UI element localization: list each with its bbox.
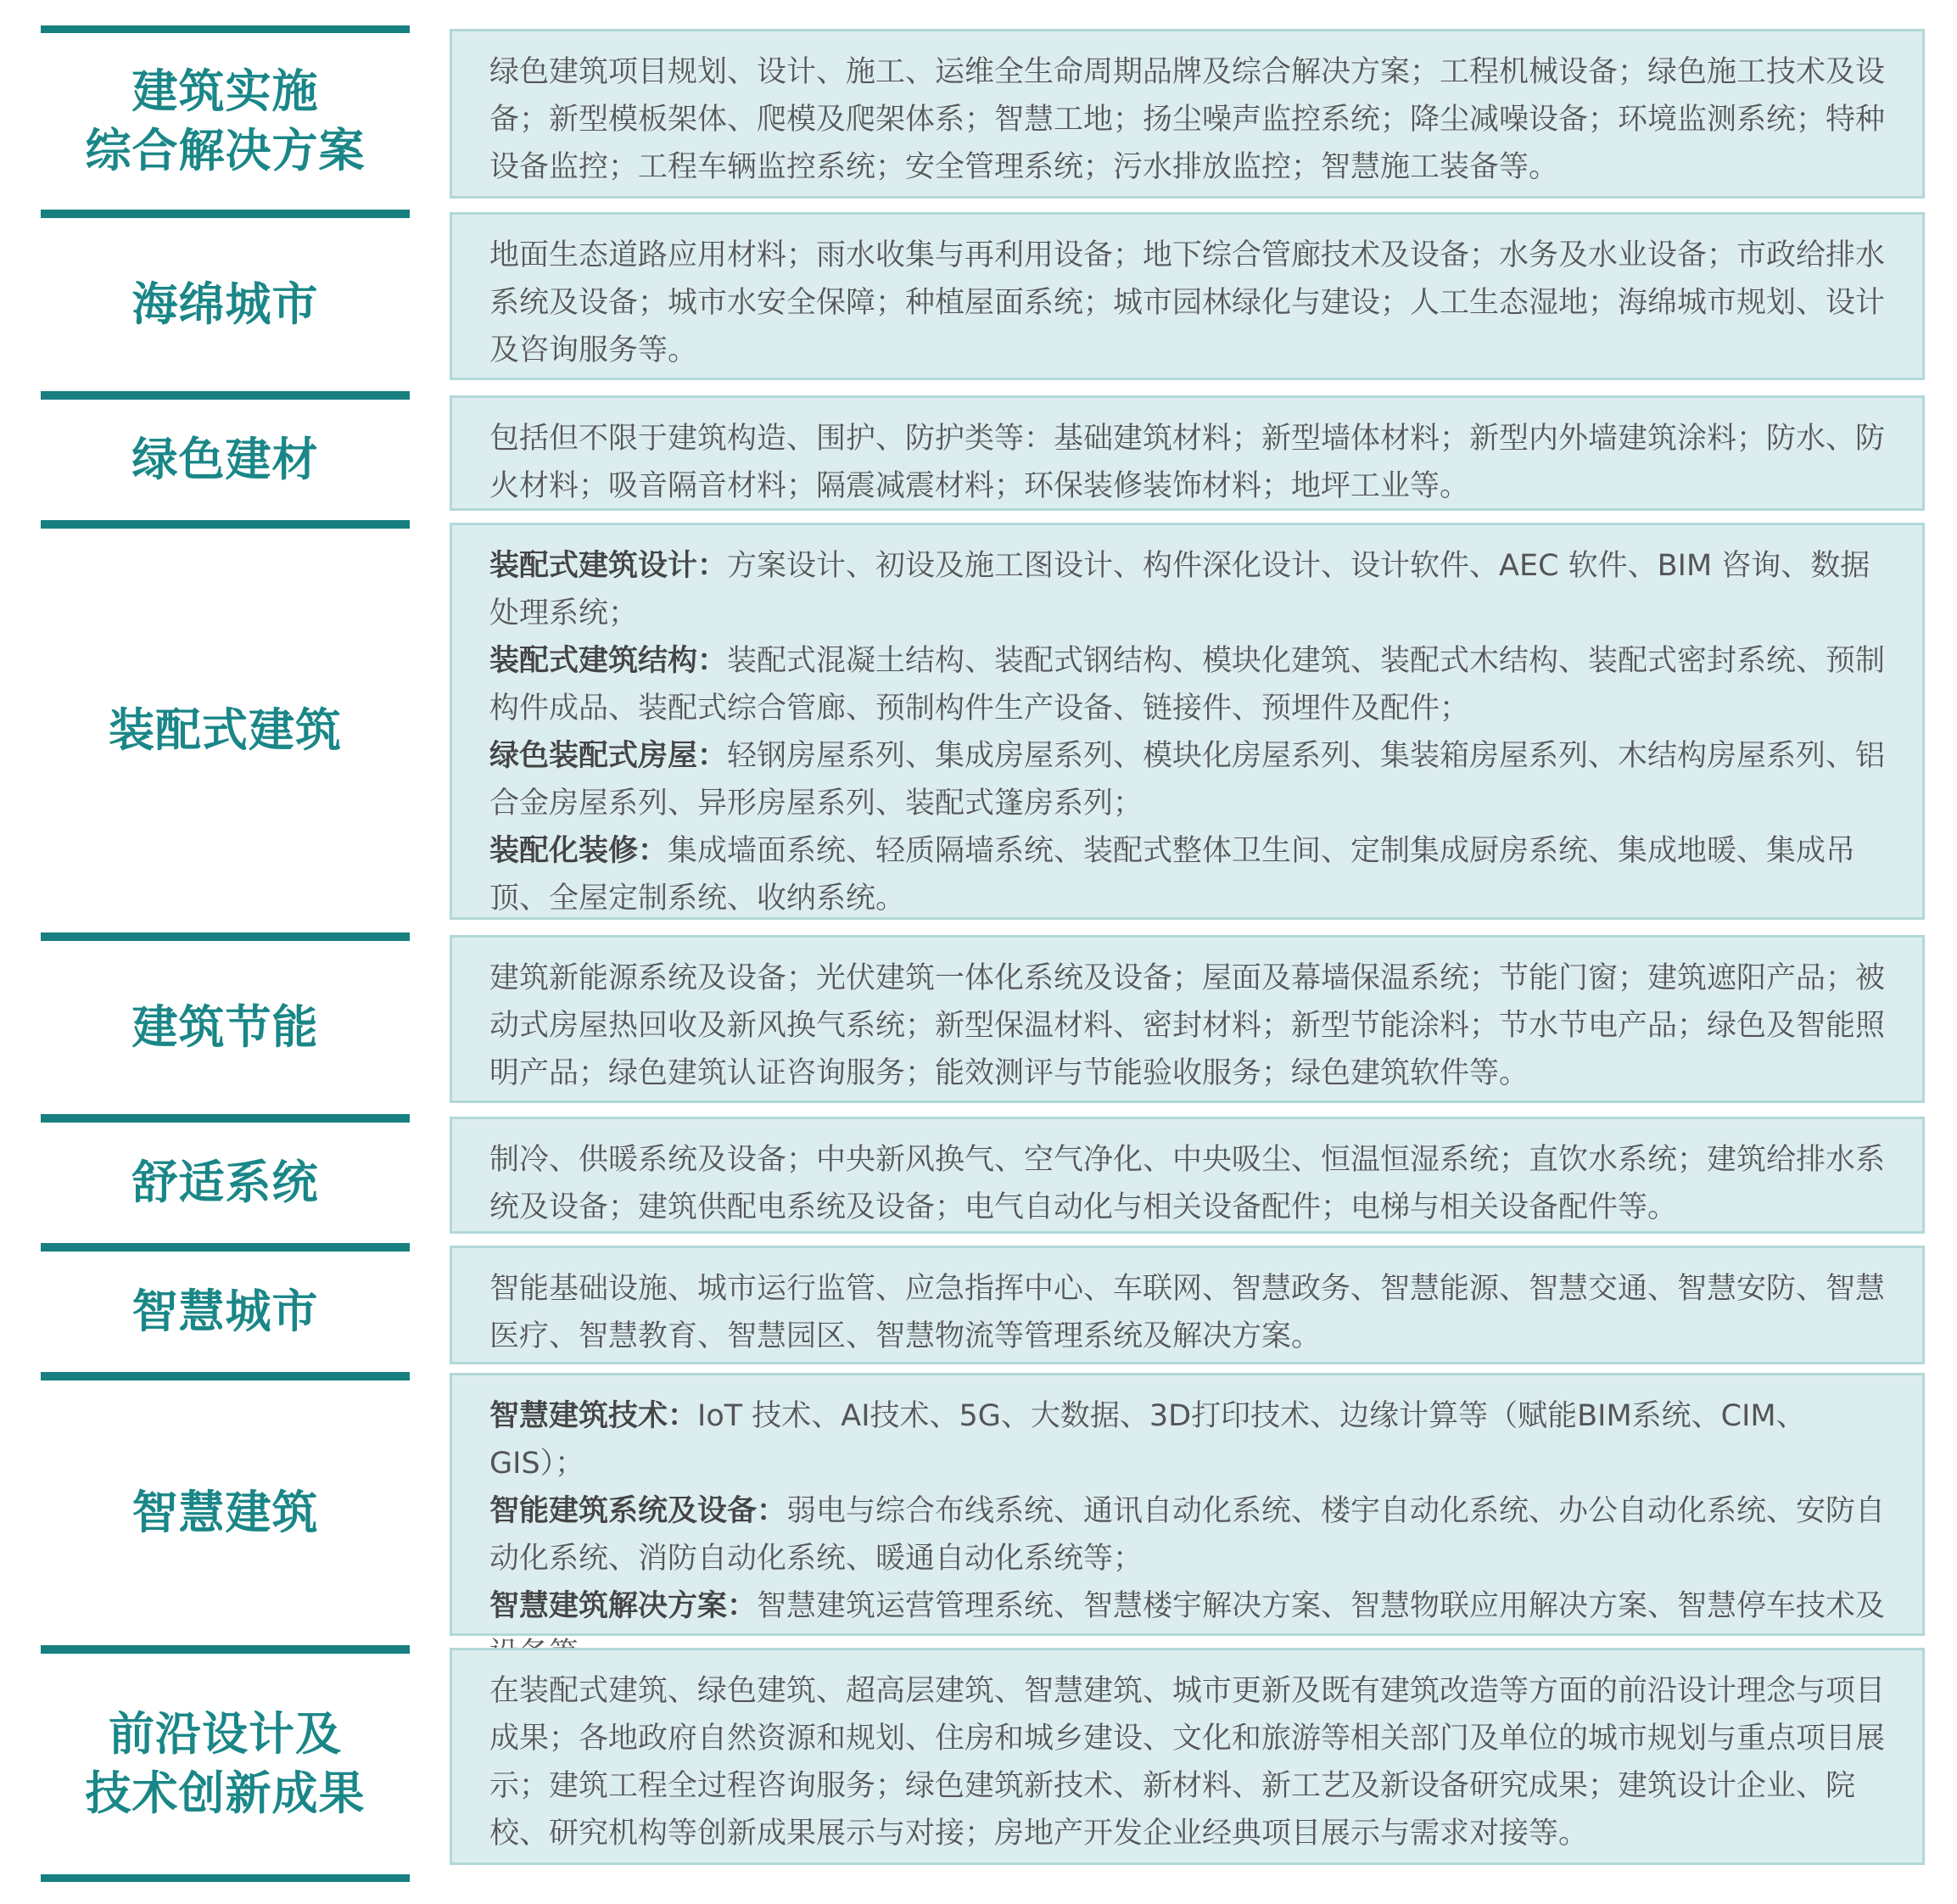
description-paragraph [489,1392,1888,1487]
paragraph-text: 包括但不限于建筑构造、围护、防护类等：基础建筑材料；新型墙体材料；新型内外墙建筑涂料；防水、防火材料；吸音隔音材料；隔震减震材料；环保装修装饰材料；地坪工业等。 [489,422,1886,503]
category-title-cell [41,521,410,940]
category-description [450,29,1925,199]
paragraph-text: 在装配式建筑、绿色建筑、超高层建筑、智慧建筑、城市更新及既有建筑改造等方面的前沿设计理念与项目成果；各地政府自然资源和规划、住房和城乡建设、文化和旅游等相关部门及单位的城市规划与重点项目展示；建筑工程全过程咨询服务；绿色建筑新技术、新材料、新工艺及新设备研究成果；建筑设计企业、院校、研究机构等创新成果展示与对接；房地产开发企业经典项目展示与需求对接等。 [489,1674,1886,1851]
category-row [0,1244,1957,1380]
paragraph-label: 装配式建筑结构： [489,644,728,678]
paragraph-text: 装配式混凝土结构、装配式钢结构、模块化建筑、装配式木结构、装配式密封系统、预制构件成品、装配式综合管廊、预制构件生产设备、链接件、预埋件及配件； [489,644,1886,725]
category-title-cell [41,25,410,217]
category-row [0,1115,1957,1251]
category-title: 装配式建筑 [109,703,342,757]
category-description [450,523,1925,920]
category-row [0,1373,1957,1653]
paragraph-text: 方案设计、初设及施工图设计、构件深化设计、设计软件、AEC 软件、BIM 咨询、数据处理系统； [489,549,1870,630]
paragraph-text: 建筑新能源系统及设备；光伏建筑一体化系统及设备；屋面及幕墙保温系统；节能门窗；建筑遮阳产品；被动式房屋热回收及新风换气系统；新型保温材料、密封材料；新型节能涂料；节水节电产品；绿色及智能照明产品；绿色建筑认证咨询服务；能效测评与节能验收服务；绿色建筑软件等。 [489,961,1886,1090]
category-description [450,1246,1925,1364]
category-row [0,933,1957,1122]
paragraph-text: 制冷、供暖系统及设备；中央新风换气、空气净化、中央吸尘、恒温恒湿系统；直饮水系统；建筑给排水系统及设备；建筑供配电系统及设备；电气自动化与相关设备配件；电梯与相关设备配件等。 [489,1143,1886,1224]
category-description [450,1117,1925,1234]
category-row [0,392,1957,528]
category-title: 舒适系统 [131,1156,319,1209]
paragraph-text: 集成墙面系统、轻质隔墙系统、装配式整体卫生间、定制集成厨房系统、集成地暖、集成吊顶、全屋定制系统、收纳系统。 [489,834,1856,916]
paragraph-text: 智慧建筑运营管理系统、智慧楼宇解决方案、智慧物联应用解决方案、智慧停车技术及 [757,1589,1886,1623]
description-paragraph [489,1487,1888,1582]
category-title: 海绵城市 [131,277,319,331]
category-description [450,935,1925,1103]
description-paragraph [489,1265,1888,1360]
category-title-cell [41,933,410,1122]
description-paragraph [489,415,1888,510]
description-paragraph [489,637,1888,732]
paragraph-text: 智能基础设施、城市运行监管、应急指挥中心、车联网、智慧政务、智慧能源、智慧交通、智慧安防、智慧医疗、智慧教育、智慧园区、智慧物流等管理系统及解决方案。 [489,1272,1886,1353]
category-description [450,1648,1925,1865]
category-description [450,395,1925,511]
paragraph-label: 智能建筑系统及设备： [489,1494,787,1528]
description-paragraph [489,955,1888,1097]
category-description [450,1373,1925,1636]
category-row [0,1646,1957,1882]
description-paragraph [489,542,1888,637]
paragraph-label: 装配化装修： [489,834,668,868]
paragraph-text: 绿色建筑项目规划、设计、施工、运维全生命周期品牌及综合解决方案；工程机械设备；绿色施工技术及设备；新型模板架体、爬模及爬架体系；智慧工地；扬尘噪声监控系统；降尘减噪设备；环境监测系统；特种设备监控；工程车辆监控系统；安全管理系统；污水排放监控；智慧施工装备等。 [489,55,1886,184]
description-paragraph [489,1667,1888,1857]
paragraph-text: 地面生态道路应用材料；雨水收集与再利用设备；地下综合管廊技术及设备；水务及水业设备；市政给排水系统及设备；城市水安全保障；种植屋面系统；城市园林绿化与建设；人工生态湿地；海绵城市规划、设计及咨询服务等。 [489,238,1886,367]
paragraph-label: 智慧建筑技术： [489,1399,698,1433]
category-title-cell [41,1115,410,1251]
paragraph-text: IoT 技术、AI技术、5G、大数据、3D打印技术、边缘计算等（赋能BIM系统、CIM、GIS）； [489,1399,1806,1481]
category-title-cell [41,1244,410,1380]
category-title: 智慧建筑 [131,1486,319,1539]
category-row [0,521,1957,940]
paragraph-text: 弱电与综合布线系统、通讯自动化系统、楼宇自动化系统、办公自动化系统、安防自动化系统、消防自动化系统、暖通自动化系统等； [489,1494,1886,1576]
category-row [0,210,1957,399]
category-title: 建筑节能 [131,1000,319,1054]
description-paragraph [489,1136,1888,1231]
description-paragraph [489,732,1888,827]
category-title: 智慧城市 [131,1285,319,1338]
category-title-cell [41,210,410,399]
category-title-cell [41,1646,410,1882]
paragraph-label: 智慧建筑解决方案： [489,1589,758,1623]
category-title-cell [41,1373,410,1653]
category-title: 绿色建材 [131,433,319,486]
paragraph-label: 绿色装配式房屋： [489,739,728,773]
paragraph-text: 轻钢房屋系列、集成房屋系列、模块化房屋系列、集装箱房屋系列、木结构房屋系列、铝合金房屋系列、异形房屋系列、装配式篷房系列； [489,739,1886,820]
description-paragraph [489,232,1888,374]
description-paragraph [489,48,1888,191]
paragraph-label: 装配式建筑设计： [489,549,728,583]
category-row [0,25,1957,217]
category-title: 前沿设计及 技术创新成果 [85,1707,366,1820]
category-description [450,212,1925,380]
category-title: 建筑实施 综合解决方案 [85,64,366,177]
description-paragraph [489,827,1888,922]
category-title-cell [41,392,410,528]
